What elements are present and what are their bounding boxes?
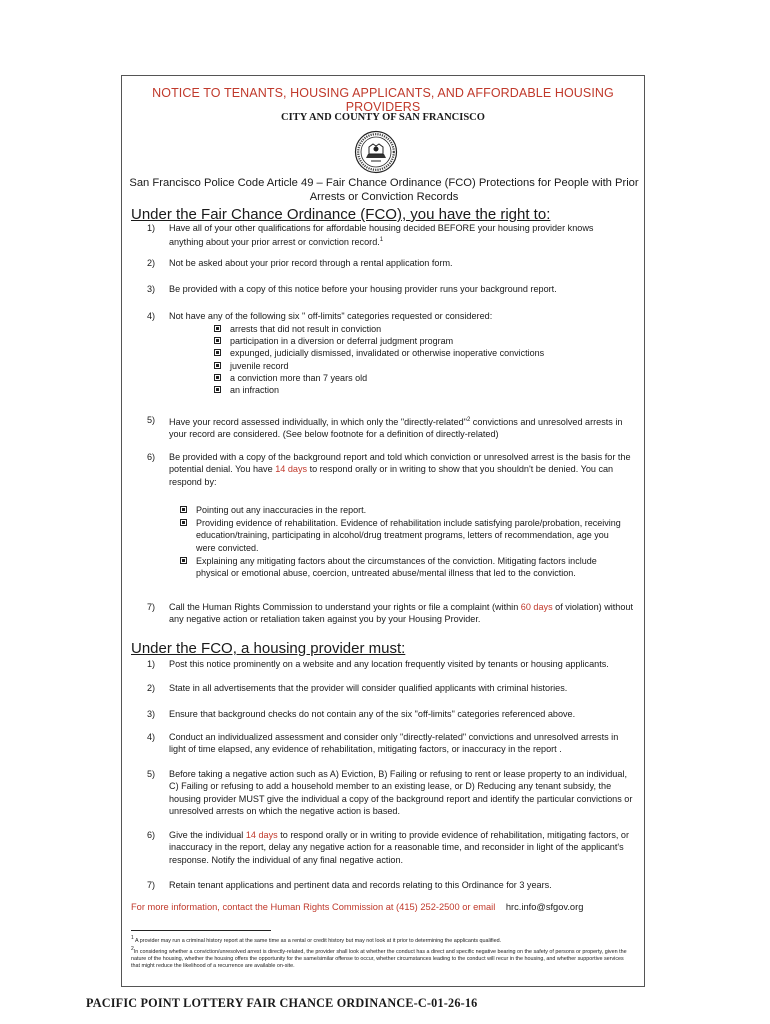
checkbox-icon — [214, 374, 221, 381]
item-number: 4) — [147, 311, 156, 321]
list-item: Explaining any mitigating factors about the circumstances of the conviction. Mitigating factors include physical or emotional abuse, coercion, untreated abuse/mental illness that led to the conviction. — [180, 555, 626, 579]
checkbox-icon — [214, 349, 221, 356]
item-text: Be provided with a copy of this notice before your housing provider runs your background report. — [169, 284, 557, 294]
off-limits-list — [214, 323, 544, 396]
item-text: Have all of your other qualifications for affordable housing decided BEFORE your housing provider knows anything about your prior arrest or conviction record. — [169, 223, 594, 248]
list-item: participation in a diversion or deferral judgment program — [214, 335, 544, 347]
list-item: a conviction more than 7 years old — [214, 372, 544, 384]
checkbox-icon — [214, 362, 221, 369]
list-item: Pointing out any inaccuracies in the report. — [180, 504, 626, 516]
footnote-divider — [131, 930, 271, 931]
list-item: expunged, judicially dismissed, invalidated or otherwise inoperative convictions — [214, 347, 544, 359]
item-number: 3) — [147, 284, 156, 294]
contact-line — [131, 902, 583, 912]
notice-title: NOTICE TO TENANTS, HOUSING APPLICANTS, AND AFFORDABLE HOUSING PROVIDERS — [152, 86, 614, 114]
checkbox-icon — [214, 386, 221, 393]
checkbox-icon — [180, 519, 187, 526]
item-number: 5) — [147, 415, 156, 425]
checkbox-icon — [180, 506, 187, 513]
item-number: 1) — [147, 223, 156, 233]
item-number: 6) — [147, 452, 156, 462]
list-item: Providing evidence of rehabilitation. Evidence of rehabilitation include satisfying parole/probation, receiving education/training, participating in alcohol/drug treatment programs, letters of recommendation, age you were convicted. — [180, 517, 626, 554]
footnote-ref: 1 — [379, 237, 384, 244]
checkbox-icon — [214, 325, 221, 332]
provider-heading: Under the FCO, a housing provider must: — [131, 640, 406, 657]
checkbox-icon — [180, 557, 187, 564]
deadline-highlight: 14 days — [245, 830, 278, 840]
city-name: CITY AND COUNTY OF SAN FRANCISCO — [281, 112, 485, 123]
code-title: San Francisco Police Code Article 49 – Fair Chance Ordinance (FCO) Protections for People with Prior Arrests or Conviction Records — [129, 177, 639, 203]
deadline-highlight: 14 days — [275, 464, 308, 475]
checkbox-icon — [214, 337, 221, 344]
contact-email: hrc.info@sfgov.org — [505, 902, 584, 912]
item-number: 2) — [147, 258, 156, 268]
item-number: 7) — [147, 602, 156, 612]
rights-heading: Under the Fair Chance Ordinance (FCO), you have the right to: — [131, 206, 551, 223]
document-footer: PACIFIC POINT LOTTERY FAIR CHANCE ORDINANCE-C-01-26-16 — [86, 996, 478, 1010]
respond-by-list — [180, 504, 626, 579]
list-item: an infraction — [214, 384, 544, 396]
city-seal-icon — [354, 130, 398, 174]
list-item: juvenile record — [214, 360, 544, 372]
list-item: arrests that did not result in conviction — [214, 323, 544, 335]
item-text: Not have any of the following six " off-limits" categories requested or considered: — [169, 311, 493, 321]
deadline-highlight: 60 days — [520, 602, 553, 612]
footnote-ref: 2 — [466, 417, 471, 423]
footnote-2: $^2$In considering whether a conviction/unresolved arrest is directly-related, the provider shall look at whether the conduct has a direct and specific negative bearing on the safety of persons or property, given the nature of the housing, whether the housing offers the opportunity for the same/similar offense to occur, whether circumstances leading to the conduct will recur in the housing, and whether supportive services that might reduce the likelihood of a recurrence are available on-site. — [131, 946, 627, 969]
item-text: Not be asked about your prior record through a rental application form. — [169, 258, 453, 268]
contact-text: For more information, contact the Human Rights Commission at (415) 252-2500 or email — [131, 902, 496, 912]
footnote-1: $^1$ A provider may run a criminal history report at the same time as a rental or credit history but may not look at it prior to determining the applicants qualified. — [131, 935, 502, 944]
